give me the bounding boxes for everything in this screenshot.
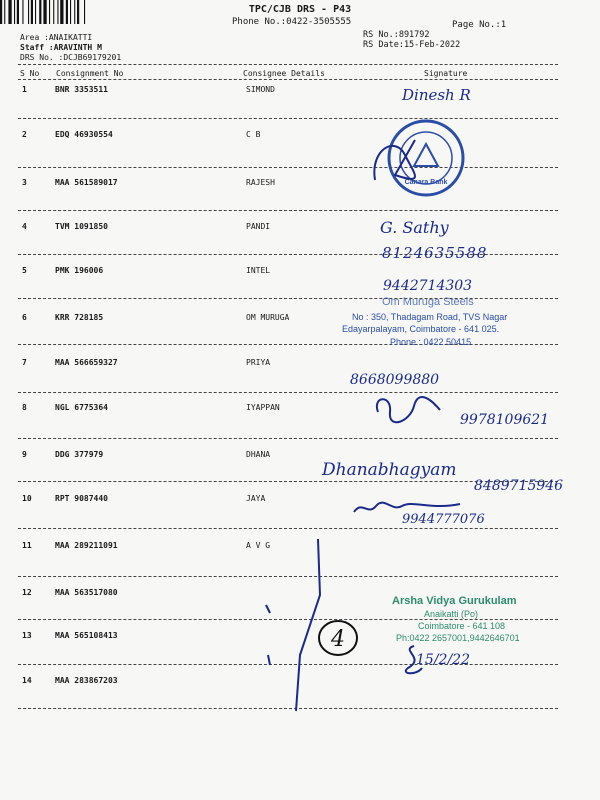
row-consignee: IYAPPAN <box>246 403 280 412</box>
signature-4-name: G. Sathy <box>380 218 449 237</box>
signature-7: 8668099880 <box>350 372 440 388</box>
handwritten-date: 15/2/22 <box>416 652 470 668</box>
col-sno: S No <box>20 69 40 78</box>
signature-5: 9442714303 <box>383 278 473 294</box>
header-phone: Phone No.:0422-3505555 <box>232 17 352 27</box>
signature-4-phone: 8124635588 <box>382 244 488 262</box>
signature-9-phone: 8489715946 <box>474 478 564 494</box>
row-consignee: JAYA <box>246 494 266 503</box>
row-consignment-number: MAA 561589017 <box>55 178 118 187</box>
row-consignment-number: MAA 565108413 <box>55 631 118 640</box>
row-serial-number: 13 <box>22 631 32 640</box>
row-serial-number: 1 <box>22 85 27 94</box>
row-divider <box>18 167 558 168</box>
row-divider <box>18 528 558 529</box>
arsha-stamp-name: Arsha Vidya Gurukulam <box>392 595 517 607</box>
arsha-stamp-line2: Coimbatore - 641 108 <box>418 621 506 631</box>
signature-2-scribble <box>365 130 435 190</box>
row-consignee: RAJESH <box>246 178 275 187</box>
row-consignment-number: KRR 728185 <box>55 313 104 322</box>
row-divider <box>18 438 558 439</box>
signature-8-phone: 9978109621 <box>460 412 550 428</box>
row-consignee: OM MURUGA <box>246 313 290 322</box>
row-serial-number: 2 <box>22 130 27 139</box>
row-consignee: INTEL <box>246 266 271 275</box>
row-consignment-number: MAA 566659327 <box>55 358 118 367</box>
row-serial-number: 5 <box>22 266 27 275</box>
row-divider <box>18 344 558 345</box>
row-consignment-number: BNR 3353511 <box>55 85 108 94</box>
om-stamp-address2: Edayarpalayam, Coimbatore - 641 025. <box>342 324 500 334</box>
row-divider <box>18 298 558 299</box>
row-consignee: A V G <box>246 541 271 550</box>
row-consignee: C B <box>246 130 261 139</box>
row-divider <box>18 392 558 393</box>
arsha-stamp-phone: Ph:0422 2657001,9442646701 <box>396 633 520 643</box>
row-serial-number: 7 <box>22 358 27 367</box>
om-stamp-address1: No : 350, Thadagam Road, TVS Nagar <box>352 312 508 322</box>
row-consignment-number: MAA 563517080 <box>55 588 118 597</box>
divider <box>18 79 558 80</box>
drs-number: DRS No. :DCJB69179201 <box>20 53 122 62</box>
seal-text: Canara Bank <box>404 179 448 186</box>
col-consignment: Consignment No <box>56 69 124 78</box>
row-consignee: PRIYA <box>246 358 271 367</box>
row-consignment-number: MAA 289211091 <box>55 541 118 550</box>
row-consignee: DHANA <box>246 450 271 459</box>
om-stamp-phone: Phone : 0422 50415 <box>390 337 472 347</box>
area-label: Area :ANAIKATTI <box>20 33 93 42</box>
rs-date: RS Date:15-Feb-2022 <box>363 40 461 50</box>
circled-number-text: 4 <box>331 627 345 652</box>
row-serial-number: 12 <box>22 588 32 597</box>
row-divider <box>18 210 558 211</box>
row-divider <box>18 118 558 119</box>
signature-9-name: Dhanabhagyam <box>322 460 457 480</box>
signature-1: Dinesh R <box>402 86 471 104</box>
row-consignee: PANDI <box>246 222 271 231</box>
row-serial-number: 11 <box>22 541 32 550</box>
col-consignee: Consignee Details <box>243 69 325 78</box>
document-title: TPC/CJB DRS - P43 <box>248 4 352 15</box>
row-consignment-number: TVM 1091850 <box>55 222 108 231</box>
row-consignment-number: EDQ 46930554 <box>55 130 113 139</box>
om-stamp-name: Om Muruga Steels <box>382 296 474 308</box>
row-consignee: SIMOND <box>246 85 275 94</box>
row-serial-number: 9 <box>22 450 27 459</box>
arsha-stamp-line1: Anaikatti (Po) <box>424 609 479 619</box>
row-serial-number: 14 <box>22 676 32 685</box>
row-consignment-number: RPT 9087440 <box>55 494 108 503</box>
circled-number <box>316 618 360 658</box>
col-signature: Signature <box>424 69 468 78</box>
signature-10-phone: 9944777076 <box>402 512 485 527</box>
row-serial-number: 6 <box>22 313 27 322</box>
row-consignment-number: NGL 6775364 <box>55 403 108 412</box>
row-consignment-number: MAA 283867203 <box>55 676 118 685</box>
staff-label: Staff :ARAVINTH M <box>20 43 102 52</box>
row-serial-number: 4 <box>22 222 27 231</box>
row-serial-number: 10 <box>22 494 32 503</box>
divider <box>18 64 558 65</box>
rs-number: RS No.:891792 <box>363 30 430 40</box>
row-consignment-number: PMK 196006 <box>55 266 104 275</box>
row-serial-number: 3 <box>22 178 27 187</box>
page-number: Page No.:1 <box>452 20 507 30</box>
row-serial-number: 8 <box>22 403 27 412</box>
row-consignment-number: DDG 377979 <box>55 450 104 459</box>
signature-8-scribble <box>370 392 450 428</box>
